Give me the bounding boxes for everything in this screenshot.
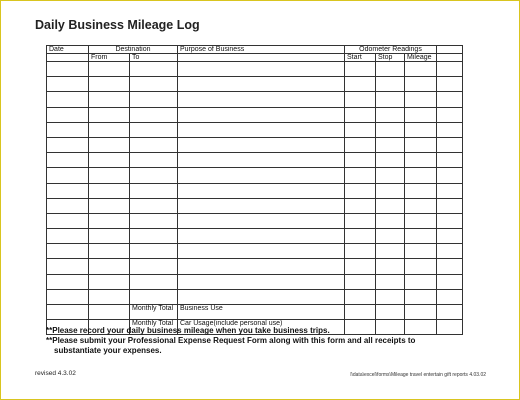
log-cell[interactable]: [47, 229, 89, 244]
log-cell[interactable]: [178, 183, 345, 198]
log-row: [47, 183, 463, 198]
log-cell[interactable]: [47, 244, 89, 259]
log-cell[interactable]: [376, 198, 405, 213]
log-cell[interactable]: [89, 107, 130, 122]
log-cell[interactable]: [345, 92, 376, 107]
log-cell[interactable]: [130, 137, 178, 152]
log-cell[interactable]: [178, 274, 345, 289]
log-cell[interactable]: [405, 168, 437, 183]
log-cell[interactable]: [130, 183, 178, 198]
log-cell[interactable]: [47, 168, 89, 183]
log-cell[interactable]: [376, 62, 405, 77]
page-title: Daily Business Mileage Log: [35, 18, 200, 32]
log-cell[interactable]: [376, 213, 405, 228]
log-cell[interactable]: [437, 259, 463, 274]
log-cell[interactable]: [405, 244, 437, 259]
mileage-log-table: [46, 45, 463, 335]
header-extra: [437, 46, 463, 54]
instructions: [46, 326, 415, 356]
log-cell[interactable]: [345, 259, 376, 274]
log-cell[interactable]: [345, 77, 376, 92]
log-cell[interactable]: [405, 122, 437, 137]
log-cell[interactable]: [47, 183, 89, 198]
log-cell[interactable]: [47, 77, 89, 92]
log-cell[interactable]: [345, 213, 376, 228]
log-cell[interactable]: [47, 62, 89, 77]
log-row: [47, 168, 463, 183]
log-cell[interactable]: [47, 122, 89, 137]
log-cell[interactable]: [437, 107, 463, 122]
log-cell[interactable]: [89, 259, 130, 274]
log-cell[interactable]: [130, 153, 178, 168]
log-cell[interactable]: [376, 107, 405, 122]
log-row: [47, 92, 463, 107]
log-cell[interactable]: [130, 92, 178, 107]
log-cell[interactable]: [130, 107, 178, 122]
log-cell[interactable]: [178, 62, 345, 77]
header-to: To: [130, 54, 178, 62]
log-cell[interactable]: [89, 213, 130, 228]
log-cell[interactable]: [130, 77, 178, 92]
log-cell[interactable]: [89, 77, 130, 92]
header-date-blank: [47, 54, 89, 62]
log-cell[interactable]: [405, 183, 437, 198]
log-cell[interactable]: [89, 198, 130, 213]
log-cell[interactable]: [178, 153, 345, 168]
footer-file-path: l\data\excel\forms\Mileage travel entertain gift reports 4.03.02: [350, 372, 486, 378]
log-cell[interactable]: [376, 122, 405, 137]
log-cell[interactable]: [405, 77, 437, 92]
log-cell[interactable]: [405, 274, 437, 289]
log-cell[interactable]: [47, 153, 89, 168]
log-cell[interactable]: [405, 107, 437, 122]
log-cell[interactable]: [376, 244, 405, 259]
log-cell[interactable]: [345, 274, 376, 289]
header-destination: Destination: [89, 46, 178, 54]
log-cell[interactable]: [47, 259, 89, 274]
log-rows: [47, 62, 463, 305]
log-cell[interactable]: [437, 213, 463, 228]
log-cell[interactable]: [405, 92, 437, 107]
log-cell[interactable]: [345, 229, 376, 244]
log-cell[interactable]: [178, 289, 345, 304]
log-row: [47, 77, 463, 92]
log-cell[interactable]: [130, 198, 178, 213]
log-cell[interactable]: [345, 183, 376, 198]
log-cell[interactable]: [405, 153, 437, 168]
log-cell[interactable]: [89, 229, 130, 244]
log-cell[interactable]: [376, 153, 405, 168]
log-cell[interactable]: [178, 213, 345, 228]
header-purpose-blank: [178, 54, 345, 62]
header-mileage: Mileage: [405, 54, 437, 62]
log-cell[interactable]: [130, 259, 178, 274]
log-row: [47, 62, 463, 77]
log-cell[interactable]: [405, 198, 437, 213]
log-cell[interactable]: [130, 62, 178, 77]
log-cell[interactable]: [178, 168, 345, 183]
log-cell[interactable]: [437, 168, 463, 183]
log-cell[interactable]: [89, 137, 130, 152]
log-row: [47, 122, 463, 137]
log-row: [47, 153, 463, 168]
log-cell[interactable]: [47, 198, 89, 213]
log-cell[interactable]: [405, 213, 437, 228]
log-row: [47, 274, 463, 289]
log-cell[interactable]: [405, 62, 437, 77]
log-row: [47, 289, 463, 304]
log-cell[interactable]: [376, 183, 405, 198]
log-cell[interactable]: [345, 153, 376, 168]
log-cell[interactable]: [376, 229, 405, 244]
note-1: **Please record your daily business mileage when you take business trips.: [46, 326, 330, 335]
log-cell[interactable]: [437, 122, 463, 137]
note-3: substantiate your expenses.: [54, 346, 162, 355]
log-cell[interactable]: [376, 259, 405, 274]
log-cell[interactable]: [437, 77, 463, 92]
log-cell[interactable]: [89, 183, 130, 198]
log-row: [47, 229, 463, 244]
header-extra-blank: [437, 54, 463, 62]
log-cell[interactable]: [437, 198, 463, 213]
log-row: [47, 198, 463, 213]
revision-label: revised 4.3.02: [35, 370, 76, 377]
log-cell[interactable]: [130, 274, 178, 289]
log-cell[interactable]: [345, 198, 376, 213]
log-cell[interactable]: [405, 259, 437, 274]
log-cell[interactable]: [47, 92, 89, 107]
log-cell[interactable]: [178, 137, 345, 152]
log-cell[interactable]: [47, 274, 89, 289]
log-cell[interactable]: [89, 289, 130, 304]
log-cell[interactable]: [345, 289, 376, 304]
log-cell[interactable]: [47, 213, 89, 228]
log-cell[interactable]: [437, 244, 463, 259]
note-2: **Please submit your Professional Expense Request Form along with this form and all receipts to: [46, 336, 416, 345]
log-cell[interactable]: [89, 92, 130, 107]
log-cell[interactable]: [345, 62, 376, 77]
log-cell[interactable]: [89, 62, 130, 77]
log-cell[interactable]: [130, 213, 178, 228]
log-cell[interactable]: [89, 244, 130, 259]
log-row: [47, 107, 463, 122]
log-cell[interactable]: [130, 122, 178, 137]
header-from: From: [89, 54, 130, 62]
log-cell[interactable]: [178, 244, 345, 259]
total-label: Monthly Total: [130, 305, 178, 320]
log-cell[interactable]: [89, 274, 130, 289]
log-cell[interactable]: [437, 137, 463, 152]
log-cell[interactable]: [376, 92, 405, 107]
log-row: [47, 259, 463, 274]
log-cell[interactable]: [437, 289, 463, 304]
log-cell[interactable]: [130, 168, 178, 183]
log-cell[interactable]: [345, 122, 376, 137]
log-cell[interactable]: [376, 168, 405, 183]
log-cell[interactable]: [47, 137, 89, 152]
log-cell[interactable]: [437, 92, 463, 107]
log-cell[interactable]: [437, 62, 463, 77]
log-row: [47, 213, 463, 228]
log-cell[interactable]: [376, 289, 405, 304]
log-cell[interactable]: [376, 77, 405, 92]
total-desc: Business Use: [178, 305, 345, 320]
log-cell[interactable]: [437, 229, 463, 244]
log-cell[interactable]: [345, 168, 376, 183]
header-start: Start: [345, 54, 376, 62]
log-cell[interactable]: [376, 137, 405, 152]
header-date: Date: [47, 46, 89, 54]
total-label: Monthly Total: [130, 320, 178, 335]
log-cell[interactable]: [178, 77, 345, 92]
log-cell[interactable]: [437, 274, 463, 289]
log-cell[interactable]: [405, 137, 437, 152]
log-cell[interactable]: [178, 92, 345, 107]
log-cell[interactable]: [178, 229, 345, 244]
header-odometer: Odometer Readings: [345, 46, 437, 54]
header-purpose: Purpose of Business: [178, 46, 345, 54]
log-cell[interactable]: [178, 259, 345, 274]
log-cell[interactable]: [47, 289, 89, 304]
total-desc: Car Usage(include personal use): [178, 320, 345, 335]
header-row-2: [47, 54, 463, 62]
log-cell[interactable]: [89, 153, 130, 168]
log-cell[interactable]: [130, 289, 178, 304]
log-cell[interactable]: [437, 153, 463, 168]
log-cell[interactable]: [405, 289, 437, 304]
log-cell[interactable]: [89, 122, 130, 137]
log-cell[interactable]: [178, 198, 345, 213]
log-cell[interactable]: [178, 122, 345, 137]
log-cell[interactable]: [130, 229, 178, 244]
log-cell[interactable]: [376, 274, 405, 289]
log-cell[interactable]: [405, 229, 437, 244]
log-cell[interactable]: [345, 244, 376, 259]
log-row: [47, 137, 463, 152]
log-row: [47, 244, 463, 259]
total-row-business: [47, 305, 463, 320]
log-cell[interactable]: [437, 183, 463, 198]
header-stop: Stop: [376, 54, 405, 62]
log-cell[interactable]: [178, 107, 345, 122]
log-cell[interactable]: [89, 168, 130, 183]
log-cell[interactable]: [345, 107, 376, 122]
log-cell[interactable]: [130, 244, 178, 259]
header-row-1: [47, 46, 463, 54]
log-cell[interactable]: [47, 107, 89, 122]
log-cell[interactable]: [345, 137, 376, 152]
